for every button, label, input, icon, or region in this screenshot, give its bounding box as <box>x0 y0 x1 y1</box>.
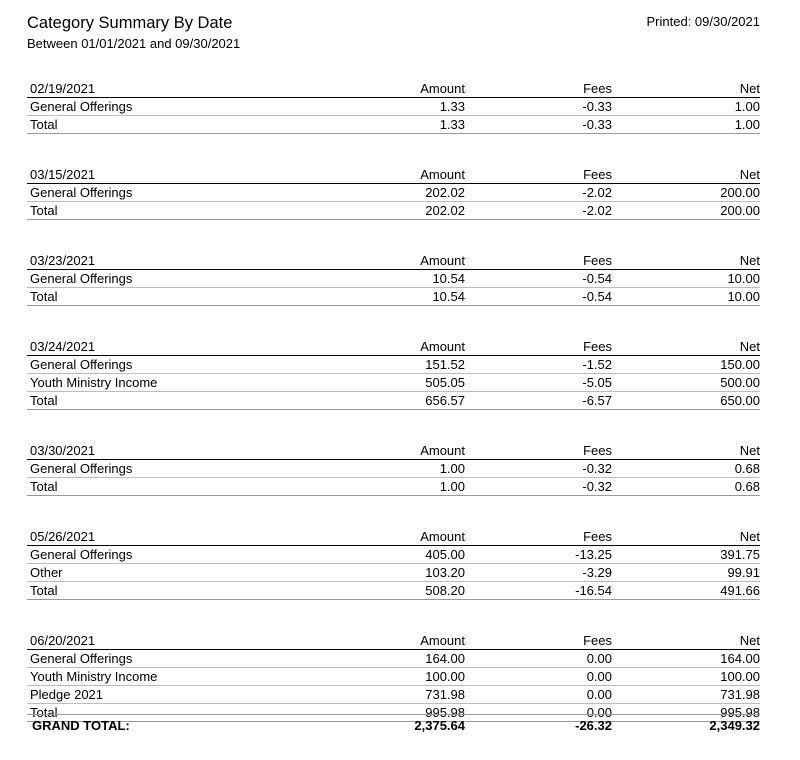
category-name: General Offerings <box>30 99 133 114</box>
amount-column-header: Amount <box>420 443 465 458</box>
grand-total-label: GRAND TOTAL: <box>32 718 130 733</box>
fees-column-header: Fees <box>583 529 612 544</box>
section-total-amount: 995.98 <box>425 705 465 720</box>
category-fees: -5.05 <box>582 375 612 390</box>
report-date-range: Between 01/01/2021 and 09/30/2021 <box>27 36 241 51</box>
net-column-header: Net <box>739 253 760 268</box>
section-total-label: Total <box>30 117 58 132</box>
category-fees: 0.00 <box>586 651 612 666</box>
category-amount: 731.98 <box>425 687 465 702</box>
section-date: 06/20/2021 <box>30 633 96 648</box>
date-section <box>27 632 760 722</box>
section-total-row <box>27 288 760 306</box>
amount-column-header: Amount <box>420 529 465 544</box>
category-name: Pledge 2021 <box>30 687 104 702</box>
category-net: 10.00 <box>727 271 760 286</box>
category-net: 164.00 <box>720 651 760 666</box>
amount-column-header: Amount <box>420 633 465 648</box>
category-fees: -0.33 <box>582 99 612 114</box>
category-name: General Offerings <box>30 185 133 200</box>
section-total-net: 1.00 <box>734 117 760 132</box>
section-total-label: Total <box>30 479 58 494</box>
category-fees: 0.00 <box>586 687 612 702</box>
section-total-fees: -6.57 <box>582 393 612 408</box>
category-net: 100.00 <box>720 669 760 684</box>
category-fees: -2.02 <box>582 185 612 200</box>
fees-column-header: Fees <box>583 443 612 458</box>
amount-column-header: Amount <box>420 81 465 96</box>
fees-column-header: Fees <box>583 167 612 182</box>
section-header-row <box>27 80 760 98</box>
grand-total-fees: -26.32 <box>575 718 612 733</box>
category-name: General Offerings <box>30 461 133 476</box>
date-section <box>27 528 760 600</box>
category-row <box>27 98 760 116</box>
category-amount: 10.54 <box>432 271 465 286</box>
category-fees: 0.00 <box>586 669 612 684</box>
category-net: 391.75 <box>720 547 760 562</box>
category-amount: 103.20 <box>425 565 465 580</box>
amount-column-header: Amount <box>420 167 465 182</box>
section-total-amount: 508.20 <box>425 583 465 598</box>
category-name: General Offerings <box>30 547 133 562</box>
fees-column-header: Fees <box>583 633 612 648</box>
section-total-net: 200.00 <box>720 203 760 218</box>
category-name: General Offerings <box>30 271 133 286</box>
section-total-label: Total <box>30 583 58 598</box>
section-header-row <box>27 528 760 546</box>
section-header-row <box>27 166 760 184</box>
section-total-row <box>27 116 760 134</box>
category-row <box>27 668 760 686</box>
fees-column-header: Fees <box>583 81 612 96</box>
category-amount: 100.00 <box>425 669 465 684</box>
category-net: 1.00 <box>734 99 760 114</box>
net-column-header: Net <box>739 167 760 182</box>
section-total-row <box>27 478 760 496</box>
section-date: 05/26/2021 <box>30 529 96 544</box>
section-date: 03/24/2021 <box>30 339 96 354</box>
category-row <box>27 686 760 704</box>
section-total-amount: 1.33 <box>439 117 465 132</box>
category-name: Other <box>30 565 63 580</box>
section-total-amount: 1.00 <box>439 479 465 494</box>
section-total-fees: -2.02 <box>582 203 612 218</box>
section-total-amount: 656.57 <box>425 393 465 408</box>
category-amount: 1.33 <box>439 99 465 114</box>
fees-column-header: Fees <box>583 253 612 268</box>
category-net: 0.68 <box>734 461 760 476</box>
date-sections <box>27 80 760 722</box>
category-row <box>27 650 760 668</box>
category-amount: 164.00 <box>425 651 465 666</box>
category-row <box>27 270 760 288</box>
section-header-row <box>27 632 760 650</box>
section-total-label: Total <box>30 705 58 720</box>
category-name: General Offerings <box>30 357 133 372</box>
category-amount: 505.05 <box>425 375 465 390</box>
section-total-row <box>27 392 760 410</box>
category-net: 731.98 <box>720 687 760 702</box>
section-total-fees: -0.33 <box>582 117 612 132</box>
date-section <box>27 166 760 220</box>
section-date: 03/15/2021 <box>30 167 96 182</box>
date-section <box>27 338 760 410</box>
grand-total-amount: 2,375.64 <box>414 718 465 733</box>
section-total-label: Total <box>30 203 58 218</box>
date-section <box>27 252 760 306</box>
category-name: Youth Ministry Income <box>30 375 158 390</box>
section-total-net: 10.00 <box>727 289 760 304</box>
category-row <box>27 564 760 582</box>
section-total-fees: -0.32 <box>582 479 612 494</box>
section-date: 03/30/2021 <box>30 443 96 458</box>
category-amount: 405.00 <box>425 547 465 562</box>
category-fees: -0.54 <box>582 271 612 286</box>
report-printed-date: Printed: 09/30/2021 <box>646 14 760 29</box>
category-net: 150.00 <box>720 357 760 372</box>
section-date: 02/19/2021 <box>30 81 96 96</box>
report-title: Category Summary By Date <box>27 14 233 32</box>
category-fees: -13.25 <box>575 547 612 562</box>
section-header-row <box>27 338 760 356</box>
amount-column-header: Amount <box>420 253 465 268</box>
section-total-label: Total <box>30 393 58 408</box>
section-total-fees: -16.54 <box>575 583 612 598</box>
category-row <box>27 546 760 564</box>
section-total-net: 0.68 <box>734 479 760 494</box>
category-row <box>27 460 760 478</box>
category-amount: 1.00 <box>439 461 465 476</box>
section-total-label: Total <box>30 289 58 304</box>
net-column-header: Net <box>739 633 760 648</box>
category-name: General Offerings <box>30 651 133 666</box>
category-row <box>27 356 760 374</box>
category-amount: 151.52 <box>425 357 465 372</box>
section-total-net: 491.66 <box>720 583 760 598</box>
category-row <box>27 374 760 392</box>
category-row <box>27 184 760 202</box>
category-summary-report <box>27 0 760 760</box>
section-header-row <box>27 252 760 270</box>
section-total-net: 650.00 <box>720 393 760 408</box>
amount-column-header: Amount <box>420 339 465 354</box>
category-name: Youth Ministry Income <box>30 669 158 684</box>
net-column-header: Net <box>739 443 760 458</box>
net-column-header: Net <box>739 81 760 96</box>
grand-total-row <box>27 714 760 735</box>
category-net: 99.91 <box>727 565 760 580</box>
section-date: 03/23/2021 <box>30 253 96 268</box>
net-column-header: Net <box>739 529 760 544</box>
date-section <box>27 442 760 496</box>
category-net: 500.00 <box>720 375 760 390</box>
section-header-row <box>27 442 760 460</box>
category-net: 200.00 <box>720 185 760 200</box>
date-section <box>27 80 760 134</box>
section-total-amount: 10.54 <box>432 289 465 304</box>
fees-column-header: Fees <box>583 339 612 354</box>
section-total-net: 995.98 <box>720 705 760 720</box>
section-total-row <box>27 202 760 220</box>
section-total-fees: -0.54 <box>582 289 612 304</box>
category-amount: 202.02 <box>425 185 465 200</box>
category-fees: -1.52 <box>582 357 612 372</box>
section-total-amount: 202.02 <box>425 203 465 218</box>
section-total-fees: 0.00 <box>586 705 612 720</box>
category-fees: -0.32 <box>582 461 612 476</box>
grand-total-net: 2,349.32 <box>709 718 760 733</box>
category-fees: -3.29 <box>582 565 612 580</box>
net-column-header: Net <box>739 339 760 354</box>
section-total-row <box>27 582 760 600</box>
